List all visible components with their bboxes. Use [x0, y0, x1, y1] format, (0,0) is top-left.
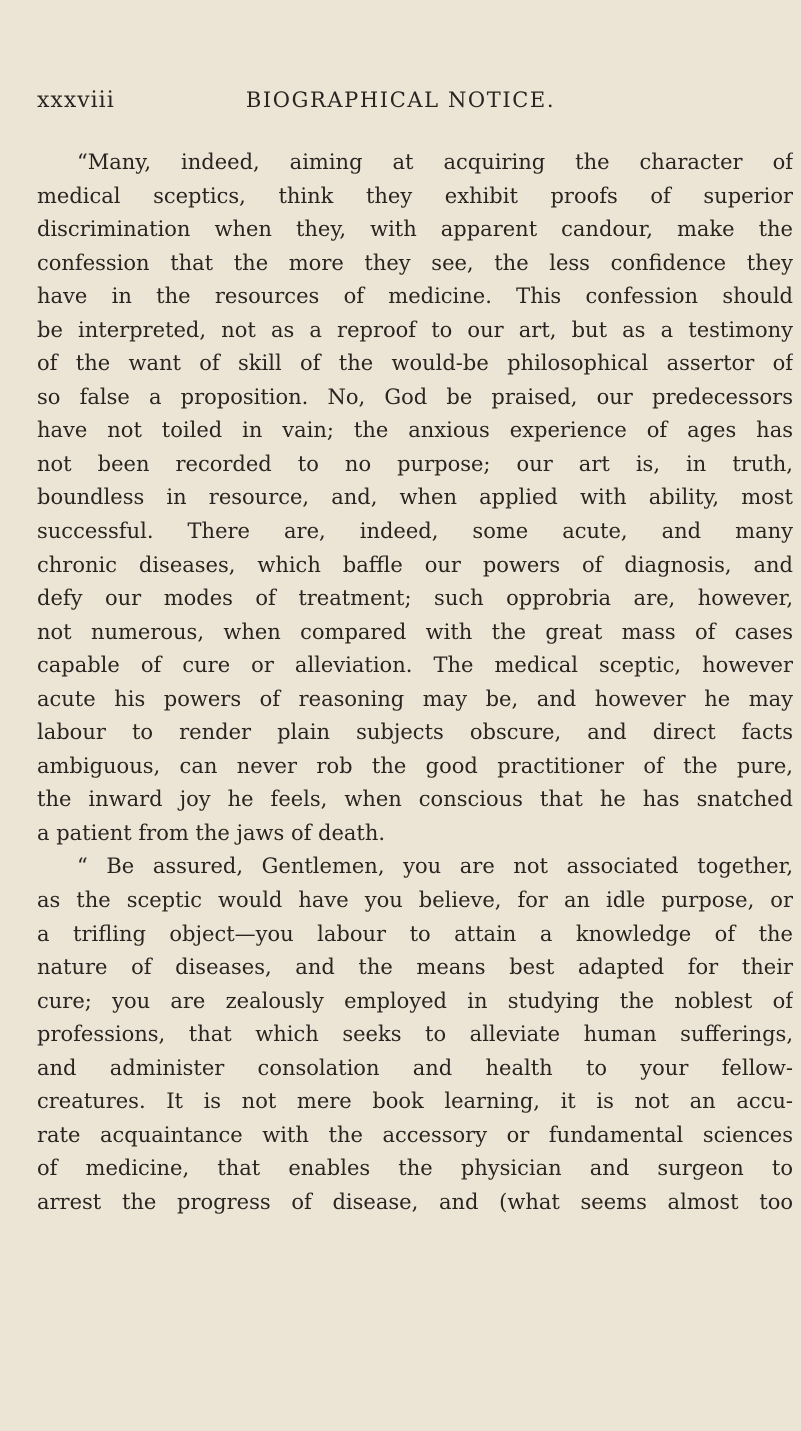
paragraph [37, 146, 793, 850]
text-line: chronic diseases, which baffle our powers of diagnosis, and [37, 552, 793, 577]
text-line: arrest the progress of disease, and (what seems almost too [37, 1189, 793, 1214]
text-line: confession that the more they see, the less confidence they [37, 250, 793, 275]
text-line: defy our modes of treatment; such opprobria are, however, [37, 586, 793, 611]
text-line: capable of cure or alleviation. The medical sceptic, however [37, 653, 793, 678]
text-line: be interpreted, not as a reproof to our art, but as a testimony [37, 317, 793, 342]
text-line: acute his powers of reasoning may be, and however he may [37, 686, 793, 711]
body-text [37, 146, 793, 1220]
text-line: medical sceptics, think they exhibit proofs of superior [37, 183, 793, 208]
text-line: not been recorded to no purpose; our art is, in truth, [37, 451, 793, 476]
text-line: rate acquaintance with the accessory or fundamental sciences [37, 1122, 793, 1147]
text-line: creatures. It is not mere book learning, it is not an accu- [37, 1089, 793, 1114]
text-line: ambiguous, can never rob the good practitioner of the pure, [37, 753, 793, 778]
text-line: discrimination when they, with apparent candour, make the [37, 217, 793, 242]
text-line: and administer consolation and health to your fellow- [37, 1055, 793, 1080]
text-line: “ Be assured, Gentlemen, you are not associated together, [77, 854, 793, 879]
text-line: not numerous, when compared with the great mass of cases [37, 619, 793, 644]
text-line: successful. There are, indeed, some acute, and many [37, 519, 793, 544]
text-line: as the sceptic would have you believe, for an idle purpose, or [37, 888, 793, 913]
text-line: a patient from the jaws of death. [37, 820, 386, 845]
text-line: have in the resources of medicine. This confession should [37, 284, 793, 309]
page-number: xxxviii [37, 88, 115, 113]
text-line: of medicine, that enables the physician and surgeon to [37, 1156, 793, 1181]
text-line: “Many, indeed, aiming at acquiring the character of [77, 150, 793, 174]
text-line: a trifling object—you labour to attain a knowledge of the [37, 921, 793, 946]
text-line: so false a proposition. No, God be praised, our predecessors [37, 384, 793, 409]
paragraph [37, 850, 793, 1219]
text-line: have not toiled in vain; the anxious experience of ages has [37, 418, 793, 443]
text-line: cure; you are zealously employed in studying the noblest of [37, 988, 793, 1013]
text-line: boundless in resource, and, when applied with ability, most [37, 485, 793, 510]
text-line: professions, that which seeks to alleviate human sufferings, [37, 1022, 793, 1047]
running-head: BIOGRAPHICAL NOTICE. [245, 88, 556, 112]
text-line: the inward joy he feels, when conscious that he has snatched [37, 787, 793, 812]
text-line: of the want of skill of the would-be philosophical assertor of [37, 351, 793, 376]
page-header [0, 88, 801, 118]
text-line: nature of diseases, and the means best adapted for their [37, 955, 793, 980]
text-line: labour to render plain subjects obscure, and direct facts [37, 720, 793, 745]
